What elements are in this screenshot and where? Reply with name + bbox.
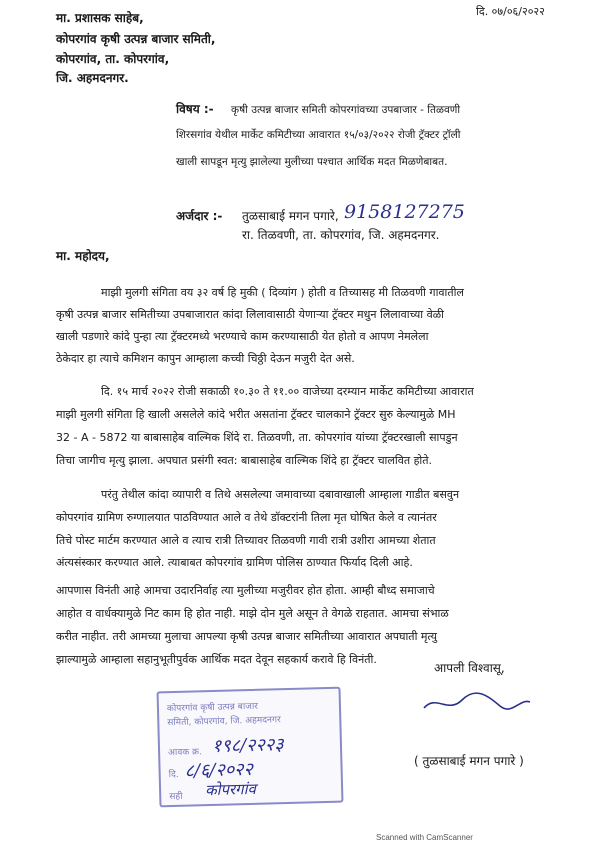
signature-mark (416, 688, 536, 716)
paragraph-line: कोपरगांव ग्रामिण रुग्णालयात पाठविण्यात आले व तेथे डॉक्टरांनी तिला मृत घोषित केले व त्यानंतर (56, 511, 437, 524)
camscanner-watermark: Scanned with CamScanner (376, 833, 473, 842)
subject-label: विषय :- (176, 102, 214, 116)
addressee-line-1: मा. प्रशासक साहेब, (56, 11, 144, 25)
stamp-line-2: समिती, कोपरगांव, जि. अहमदनगर (167, 715, 281, 729)
paragraph-line: ठेकेदार हा त्याचे कमिशन कापुन आम्हाला कच्ची चिठ्ठी देऊन मजुरी देत असे. (56, 352, 355, 365)
paragraph-line: झाल्यामुळे आम्हाला सहानुभूतीपुर्वक आर्थिक मदत देवून सहकार्य करावे हि विनंती. (56, 653, 377, 666)
applicant-address: रा. तिळवणी, ता. कोपरगांव, जि. अहमदनगर. (242, 228, 440, 242)
paragraph-line: करीत नाहीत. तरी आमच्या मुलाचा आपल्या कृषी उत्पन्न बाजार समितीच्या आवारात अपघाती मृत्यु (56, 630, 438, 643)
paragraph-line: आहोत व वार्धक्यामुळे निट काम हि होत नाही. माझे दोन मुले असून ते वेगळे राहतात. आमचा संभाळ (56, 607, 449, 620)
addressee-line-2: कोपरगांव कृषी उत्पन्न बाजार समिती, (56, 32, 216, 46)
applicant-label: अर्जदार :- (176, 209, 223, 223)
stamp-inward-number: १९८/२२२३ (211, 734, 284, 757)
paragraph-line: माझी मुलगी संगिता हि खाली असलेले कांदे भरीत असतांना ट्रॅक्टर चालकाने ट्रॅक्टर सुरु केल्यामुळे MH (56, 408, 456, 421)
paragraph-line: तिचा जागीच मृत्यु झाला. अपघात प्रसंगी स्वत: बाबासाहेब वाल्मिक शिंदे हा ट्रॅक्टर चालवित होते. (56, 454, 433, 467)
stamp-inward-label: आवक क्र. (168, 747, 203, 759)
paragraph-line: माझी मुलगी संगिता वय ३२ वर्ष हि मुकी ( दिव्यांग ) होती व तिच्यासह मी तिळवणी गावातील (101, 286, 464, 299)
paragraph-line: कृषी उत्पन्न बाजार समितीच्या उपबाजारात कांदा लिलावासाठी येणाऱ्या ट्रॅक्टर मधुन लिलावाच्या वेळी (56, 308, 444, 321)
paragraph-line: तिचे पोस्ट मार्टम करण्यात आले व त्याच रात्री तिच्यावर तिळवणी गावी रात्री उशीरा आमच्या शेतात (56, 534, 436, 547)
salutation: मा. महोदय, (56, 249, 110, 263)
stamp-date-label: दि. (168, 769, 179, 781)
letter-date: दि. ०७/०६/२०२२ (476, 5, 545, 18)
stamp-sign-label: सही (169, 791, 183, 803)
stamp-sign: कोपरगांव (204, 779, 257, 800)
stamp-date: ८/६/२०२२ (184, 758, 254, 782)
closing-line: आपली विश्वासू, (434, 661, 505, 675)
paragraph-line: अंत्यसंस्कार करण्यात आले. त्याबाबत कोपरगांव ग्रामिण पोलिस ठाण्यात फिर्याद दिली आहे. (56, 556, 413, 569)
subject-line-1: कृषी उत्पन्न बाजार समिती कोपरगांवच्या उपबाजार - तिळवणी (231, 104, 461, 116)
applicant-phone: 9158127275 (344, 201, 465, 223)
applicant-name: तुळसाबाई मगन पगारे, (242, 209, 339, 223)
paragraph-line: खाली पडणारे कांदे पुन्हा त्या ट्रॅक्टरमध्ये भरण्याचे काम करण्यासाठी येत होतो व आपण नेमलेला (56, 330, 429, 343)
addressee-line-3: कोपरगांव, ता. कोपरगांव, (56, 52, 170, 66)
paragraph-line: दि. १५ मार्च २०२२ रोजी सकाळी १०.३० ते ११.०० वाजेच्या दरम्यान मार्केट कमिटीच्या आवारात (101, 385, 474, 398)
subject-line-3: खाली सापडून मृत्यु झालेल्या मुलीच्या पश्चात आर्थिक मदत मिळणेबाबत. (176, 156, 448, 168)
closing-name: ( तुळसाबाई मगन पगारे ) (414, 754, 524, 768)
subject-line-2: शिरसगांव येथील मार्केट कमिटीच्या आवारात १५/०३/२०२२ रोजी ट्रॅक्टर ट्रॉली (176, 129, 461, 141)
paragraph-line: परंतु तेथील कांदा व्यापारी व तिथे असलेल्या जमावाच्या दबावाखाली आम्हाला गाडीत बसवुन (101, 488, 460, 501)
paragraph-line: 32 - A - 5872 या बाबासाहेब वाल्मिक शिंदे रा. तिळवणी, ता. कोपरगांव यांच्या ट्रॅक्टरखाली सापडुन (56, 431, 458, 444)
inward-stamp (157, 687, 344, 808)
stamp-line-1: कोपरगांव कृषी उत्पन्न बाजार (166, 701, 259, 715)
addressee-line-4: जि. अहमदनगर. (56, 71, 129, 85)
paragraph-line: आपणास विनंती आहे आमचा उदारनिर्वाह त्या मुलीच्या मजुरीवर होत होता. आम्ही बौध्द समाजाचे (56, 584, 435, 597)
